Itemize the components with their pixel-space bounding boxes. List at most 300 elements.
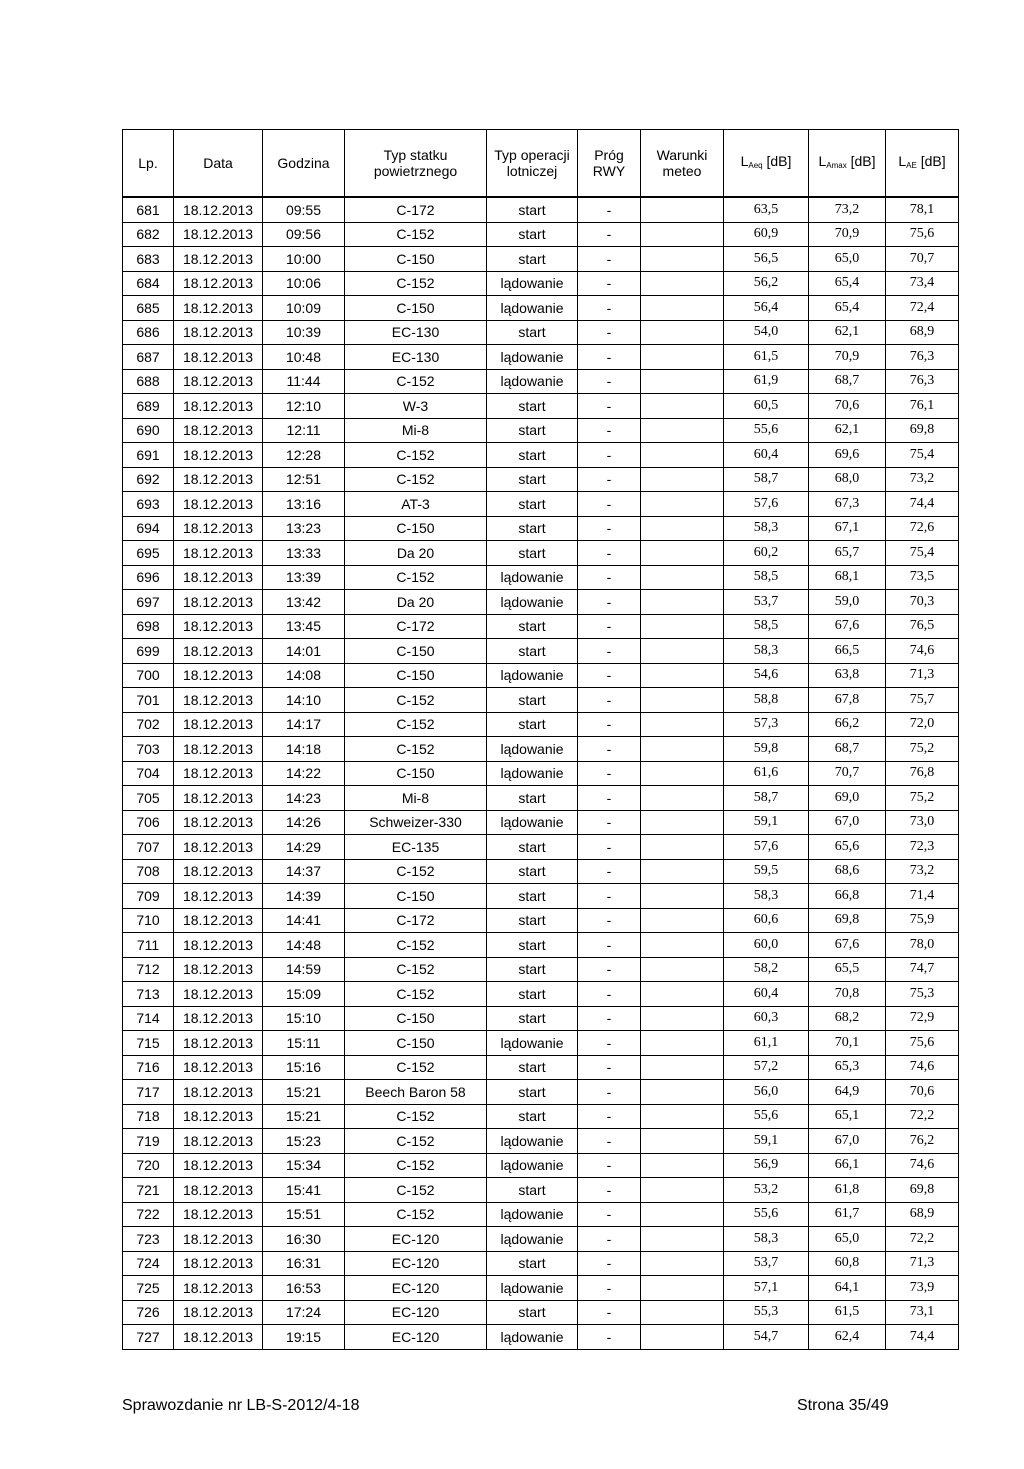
cell-warunki-meteo xyxy=(641,614,724,639)
cell-typ-operacji: start xyxy=(487,418,578,443)
cell-lp: 683 xyxy=(123,247,174,272)
cell-prog-rwy: - xyxy=(578,859,641,884)
cell-lae: 75,6 xyxy=(886,1031,959,1056)
cell-data: 18.12.2013 xyxy=(174,1227,263,1252)
cell-godzina: 15:21 xyxy=(263,1080,345,1105)
cell-prog-rwy: - xyxy=(578,810,641,835)
cell-laeq: 57,1 xyxy=(724,1276,809,1301)
noise-measurement-table xyxy=(122,129,959,1350)
cell-lamax: 67,0 xyxy=(809,1129,886,1154)
cell-prog-rwy: - xyxy=(578,1104,641,1129)
cell-typ-operacji: lądowanie xyxy=(487,1031,578,1056)
cell-warunki-meteo xyxy=(641,492,724,517)
cell-lp: 697 xyxy=(123,590,174,615)
cell-warunki-meteo xyxy=(641,565,724,590)
cell-data: 18.12.2013 xyxy=(174,541,263,566)
cell-typ-statku: Schweizer-330 xyxy=(345,810,487,835)
cell-lamax: 65,5 xyxy=(809,957,886,982)
cell-lamax: 65,1 xyxy=(809,1104,886,1129)
cell-lae: 73,4 xyxy=(886,271,959,296)
cell-lae: 73,5 xyxy=(886,565,959,590)
cell-prog-rwy: - xyxy=(578,296,641,321)
table-row xyxy=(123,1129,959,1154)
cell-data: 18.12.2013 xyxy=(174,908,263,933)
cell-typ-statku: Da 20 xyxy=(345,541,487,566)
cell-laeq: 57,2 xyxy=(724,1055,809,1080)
header-typ-operacji: Typ operacji lotniczej xyxy=(487,130,578,198)
cell-lae: 71,3 xyxy=(886,663,959,688)
cell-lae: 73,2 xyxy=(886,467,959,492)
table-row xyxy=(123,345,959,370)
cell-data: 18.12.2013 xyxy=(174,418,263,443)
cell-lp: 701 xyxy=(123,688,174,713)
table-row xyxy=(123,884,959,909)
table-row xyxy=(123,712,959,737)
cell-lp: 713 xyxy=(123,982,174,1007)
cell-laeq: 59,1 xyxy=(724,1129,809,1154)
cell-warunki-meteo xyxy=(641,786,724,811)
cell-typ-operacji: start xyxy=(487,1006,578,1031)
cell-typ-statku: C-172 xyxy=(345,197,487,222)
cell-data: 18.12.2013 xyxy=(174,786,263,811)
cell-warunki-meteo xyxy=(641,982,724,1007)
cell-lamax: 65,4 xyxy=(809,296,886,321)
cell-prog-rwy: - xyxy=(578,982,641,1007)
cell-laeq: 58,3 xyxy=(724,639,809,664)
cell-laeq: 56,0 xyxy=(724,1080,809,1105)
cell-typ-operacji: lądowanie xyxy=(487,1276,578,1301)
cell-lae: 72,2 xyxy=(886,1227,959,1252)
table-row xyxy=(123,1325,959,1350)
cell-lp: 710 xyxy=(123,908,174,933)
cell-typ-statku: C-150 xyxy=(345,761,487,786)
cell-godzina: 09:56 xyxy=(263,222,345,247)
cell-prog-rwy: - xyxy=(578,1006,641,1031)
cell-lamax: 65,3 xyxy=(809,1055,886,1080)
cell-lae: 73,0 xyxy=(886,810,959,835)
cell-godzina: 12:11 xyxy=(263,418,345,443)
cell-laeq: 60,5 xyxy=(724,394,809,419)
cell-typ-operacji: start xyxy=(487,1251,578,1276)
cell-typ-statku: C-152 xyxy=(345,933,487,958)
cell-typ-statku: EC-130 xyxy=(345,320,487,345)
table-row xyxy=(123,222,959,247)
cell-prog-rwy: - xyxy=(578,835,641,860)
cell-prog-rwy: - xyxy=(578,271,641,296)
cell-lae: 69,8 xyxy=(886,1178,959,1203)
header-laeq-sub: Aeq xyxy=(748,160,763,170)
cell-lae: 69,8 xyxy=(886,418,959,443)
cell-godzina: 12:28 xyxy=(263,443,345,468)
cell-godzina: 10:39 xyxy=(263,320,345,345)
cell-data: 18.12.2013 xyxy=(174,663,263,688)
cell-lamax: 61,8 xyxy=(809,1178,886,1203)
cell-prog-rwy: - xyxy=(578,394,641,419)
cell-lae: 72,0 xyxy=(886,712,959,737)
cell-data: 18.12.2013 xyxy=(174,1006,263,1031)
cell-laeq: 56,9 xyxy=(724,1153,809,1178)
cell-lamax: 67,0 xyxy=(809,810,886,835)
cell-godzina: 15:11 xyxy=(263,1031,345,1056)
cell-laeq: 63,5 xyxy=(724,197,809,222)
cell-typ-operacji: start xyxy=(487,957,578,982)
cell-typ-operacji: lądowanie xyxy=(487,271,578,296)
cell-lamax: 68,6 xyxy=(809,859,886,884)
cell-typ-statku: C-150 xyxy=(345,639,487,664)
cell-lae: 74,4 xyxy=(886,492,959,517)
cell-lp: 718 xyxy=(123,1104,174,1129)
cell-laeq: 58,3 xyxy=(724,884,809,909)
cell-typ-statku: C-152 xyxy=(345,222,487,247)
cell-typ-operacji: lądowanie xyxy=(487,565,578,590)
cell-typ-statku: C-150 xyxy=(345,516,487,541)
cell-lamax: 68,1 xyxy=(809,565,886,590)
table-row xyxy=(123,982,959,1007)
table-row xyxy=(123,810,959,835)
cell-laeq: 56,5 xyxy=(724,247,809,272)
cell-lp: 725 xyxy=(123,1276,174,1301)
cell-data: 18.12.2013 xyxy=(174,467,263,492)
cell-prog-rwy: - xyxy=(578,1031,641,1056)
cell-warunki-meteo xyxy=(641,541,724,566)
header-lae xyxy=(886,130,959,198)
cell-warunki-meteo xyxy=(641,1104,724,1129)
cell-data: 18.12.2013 xyxy=(174,516,263,541)
table-row xyxy=(123,737,959,762)
table-row xyxy=(123,1276,959,1301)
cell-typ-operacji: start xyxy=(487,492,578,517)
cell-godzina: 14:10 xyxy=(263,688,345,713)
cell-prog-rwy: - xyxy=(578,1153,641,1178)
cell-lp: 689 xyxy=(123,394,174,419)
cell-typ-operacji: lądowanie xyxy=(487,1129,578,1154)
cell-typ-operacji: start xyxy=(487,639,578,664)
table-row xyxy=(123,933,959,958)
cell-typ-statku: C-150 xyxy=(345,1031,487,1056)
cell-typ-operacji: start xyxy=(487,933,578,958)
cell-lp: 709 xyxy=(123,884,174,909)
cell-lp: 722 xyxy=(123,1202,174,1227)
cell-prog-rwy: - xyxy=(578,1178,641,1203)
cell-data: 18.12.2013 xyxy=(174,835,263,860)
cell-typ-statku: Mi-8 xyxy=(345,786,487,811)
cell-godzina: 14:17 xyxy=(263,712,345,737)
table-row xyxy=(123,394,959,419)
cell-laeq: 59,8 xyxy=(724,737,809,762)
cell-data: 18.12.2013 xyxy=(174,761,263,786)
cell-laeq: 57,6 xyxy=(724,492,809,517)
cell-lae: 75,6 xyxy=(886,222,959,247)
cell-lp: 708 xyxy=(123,859,174,884)
cell-lamax: 66,8 xyxy=(809,884,886,909)
cell-godzina: 14:37 xyxy=(263,859,345,884)
cell-lae: 78,1 xyxy=(886,197,959,222)
table-row xyxy=(123,443,959,468)
cell-typ-operacji: lądowanie xyxy=(487,761,578,786)
cell-warunki-meteo xyxy=(641,197,724,222)
cell-data: 18.12.2013 xyxy=(174,590,263,615)
cell-typ-operacji: start xyxy=(487,222,578,247)
table-row xyxy=(123,296,959,321)
cell-lp: 712 xyxy=(123,957,174,982)
cell-warunki-meteo xyxy=(641,1153,724,1178)
cell-typ-operacji: lądowanie xyxy=(487,369,578,394)
cell-typ-operacji: start xyxy=(487,908,578,933)
cell-warunki-meteo xyxy=(641,1300,724,1325)
cell-laeq: 59,1 xyxy=(724,810,809,835)
cell-godzina: 15:41 xyxy=(263,1178,345,1203)
cell-lamax: 68,7 xyxy=(809,737,886,762)
table-row xyxy=(123,1080,959,1105)
cell-warunki-meteo xyxy=(641,1080,724,1105)
cell-laeq: 54,6 xyxy=(724,663,809,688)
cell-lamax: 64,1 xyxy=(809,1276,886,1301)
table-row xyxy=(123,663,959,688)
cell-warunki-meteo xyxy=(641,247,724,272)
cell-prog-rwy: - xyxy=(578,1300,641,1325)
cell-laeq: 60,6 xyxy=(724,908,809,933)
cell-typ-statku: C-172 xyxy=(345,908,487,933)
cell-laeq: 60,4 xyxy=(724,443,809,468)
cell-prog-rwy: - xyxy=(578,1227,641,1252)
cell-typ-statku: EC-120 xyxy=(345,1300,487,1325)
cell-data: 18.12.2013 xyxy=(174,859,263,884)
cell-godzina: 15:09 xyxy=(263,982,345,1007)
header-lae-sub: AE xyxy=(906,160,917,170)
table-row xyxy=(123,467,959,492)
cell-lp: 684 xyxy=(123,271,174,296)
cell-lamax: 68,2 xyxy=(809,1006,886,1031)
cell-laeq: 57,3 xyxy=(724,712,809,737)
header-laeq-unit: [dB] xyxy=(766,152,792,169)
cell-laeq: 58,2 xyxy=(724,957,809,982)
cell-laeq: 61,1 xyxy=(724,1031,809,1056)
cell-lae: 70,3 xyxy=(886,590,959,615)
cell-typ-operacji: lądowanie xyxy=(487,296,578,321)
cell-prog-rwy: - xyxy=(578,222,641,247)
cell-lp: 717 xyxy=(123,1080,174,1105)
cell-typ-statku: C-152 xyxy=(345,467,487,492)
cell-prog-rwy: - xyxy=(578,345,641,370)
cell-laeq: 60,0 xyxy=(724,933,809,958)
table-row xyxy=(123,786,959,811)
cell-lae: 74,7 xyxy=(886,957,959,982)
cell-typ-operacji: start xyxy=(487,884,578,909)
cell-typ-statku: C-152 xyxy=(345,1178,487,1203)
cell-laeq: 60,3 xyxy=(724,1006,809,1031)
cell-godzina: 13:45 xyxy=(263,614,345,639)
cell-godzina: 14:08 xyxy=(263,663,345,688)
cell-lae: 76,3 xyxy=(886,345,959,370)
cell-lamax: 66,5 xyxy=(809,639,886,664)
cell-prog-rwy: - xyxy=(578,197,641,222)
cell-prog-rwy: - xyxy=(578,590,641,615)
cell-lamax: 65,6 xyxy=(809,835,886,860)
cell-godzina: 14:48 xyxy=(263,933,345,958)
cell-lae: 78,0 xyxy=(886,933,959,958)
cell-lae: 76,1 xyxy=(886,394,959,419)
cell-typ-operacji: start xyxy=(487,1055,578,1080)
table-row xyxy=(123,541,959,566)
cell-godzina: 16:30 xyxy=(263,1227,345,1252)
cell-data: 18.12.2013 xyxy=(174,247,263,272)
cell-typ-statku: AT-3 xyxy=(345,492,487,517)
cell-typ-statku: Beech Baron 58 xyxy=(345,1080,487,1105)
cell-godzina: 15:23 xyxy=(263,1129,345,1154)
cell-warunki-meteo xyxy=(641,884,724,909)
cell-warunki-meteo xyxy=(641,761,724,786)
page-number: Strona 35/49 xyxy=(797,1397,889,1414)
cell-prog-rwy: - xyxy=(578,933,641,958)
cell-prog-rwy: - xyxy=(578,1080,641,1105)
cell-warunki-meteo xyxy=(641,1227,724,1252)
cell-godzina: 13:39 xyxy=(263,565,345,590)
cell-prog-rwy: - xyxy=(578,467,641,492)
cell-godzina: 15:16 xyxy=(263,1055,345,1080)
cell-godzina: 15:10 xyxy=(263,1006,345,1031)
cell-lp: 698 xyxy=(123,614,174,639)
cell-warunki-meteo xyxy=(641,296,724,321)
table-row xyxy=(123,1031,959,1056)
cell-warunki-meteo xyxy=(641,1178,724,1203)
cell-data: 18.12.2013 xyxy=(174,345,263,370)
cell-lae: 75,2 xyxy=(886,786,959,811)
cell-lamax: 67,6 xyxy=(809,614,886,639)
table-row xyxy=(123,1202,959,1227)
cell-laeq: 58,3 xyxy=(724,1227,809,1252)
cell-lp: 700 xyxy=(123,663,174,688)
cell-warunki-meteo xyxy=(641,908,724,933)
cell-lp: 693 xyxy=(123,492,174,517)
cell-typ-operacji: start xyxy=(487,247,578,272)
cell-typ-operacji: lądowanie xyxy=(487,1325,578,1350)
cell-lp: 715 xyxy=(123,1031,174,1056)
table-row xyxy=(123,247,959,272)
cell-lae: 75,3 xyxy=(886,982,959,1007)
cell-godzina: 09:55 xyxy=(263,197,345,222)
cell-lae: 76,3 xyxy=(886,369,959,394)
header-warunki-meteo: Warunki meteo xyxy=(641,130,724,198)
cell-typ-statku: C-150 xyxy=(345,1006,487,1031)
cell-warunki-meteo xyxy=(641,1129,724,1154)
cell-laeq: 55,6 xyxy=(724,1202,809,1227)
cell-lamax: 66,2 xyxy=(809,712,886,737)
cell-lae: 74,6 xyxy=(886,639,959,664)
cell-data: 18.12.2013 xyxy=(174,1031,263,1056)
cell-lae: 73,1 xyxy=(886,1300,959,1325)
cell-lae: 75,4 xyxy=(886,541,959,566)
cell-warunki-meteo xyxy=(641,737,724,762)
table-row xyxy=(123,565,959,590)
cell-warunki-meteo xyxy=(641,1251,724,1276)
table-row xyxy=(123,516,959,541)
cell-typ-statku: EC-120 xyxy=(345,1251,487,1276)
table-row xyxy=(123,197,959,222)
header-godzina: Godzina xyxy=(263,130,345,198)
cell-laeq: 60,4 xyxy=(724,982,809,1007)
cell-lp: 720 xyxy=(123,1153,174,1178)
cell-typ-statku: C-152 xyxy=(345,443,487,468)
cell-lamax: 67,3 xyxy=(809,492,886,517)
cell-laeq: 54,7 xyxy=(724,1325,809,1350)
cell-typ-operacji: start xyxy=(487,1178,578,1203)
cell-prog-rwy: - xyxy=(578,639,641,664)
cell-lamax: 62,4 xyxy=(809,1325,886,1350)
cell-typ-operacji: start xyxy=(487,982,578,1007)
table-row xyxy=(123,957,959,982)
cell-data: 18.12.2013 xyxy=(174,982,263,1007)
cell-prog-rwy: - xyxy=(578,320,641,345)
cell-warunki-meteo xyxy=(641,859,724,884)
cell-lp: 694 xyxy=(123,516,174,541)
header-lae-unit: [dB] xyxy=(920,152,946,169)
cell-prog-rwy: - xyxy=(578,492,641,517)
cell-data: 18.12.2013 xyxy=(174,1178,263,1203)
header-lamax-main: L xyxy=(818,152,827,169)
cell-prog-rwy: - xyxy=(578,957,641,982)
cell-prog-rwy: - xyxy=(578,1129,641,1154)
cell-typ-operacji: start xyxy=(487,394,578,419)
cell-lp: 690 xyxy=(123,418,174,443)
cell-data: 18.12.2013 xyxy=(174,320,263,345)
table-row xyxy=(123,761,959,786)
cell-data: 18.12.2013 xyxy=(174,443,263,468)
cell-typ-statku: EC-135 xyxy=(345,835,487,860)
header-laeq-main: L xyxy=(740,152,749,169)
cell-data: 18.12.2013 xyxy=(174,688,263,713)
cell-lamax: 62,1 xyxy=(809,418,886,443)
cell-godzina: 14:22 xyxy=(263,761,345,786)
cell-warunki-meteo xyxy=(641,639,724,664)
cell-warunki-meteo xyxy=(641,271,724,296)
cell-lae: 73,2 xyxy=(886,859,959,884)
cell-godzina: 10:48 xyxy=(263,345,345,370)
cell-typ-operacji: lądowanie xyxy=(487,1153,578,1178)
cell-prog-rwy: - xyxy=(578,541,641,566)
cell-typ-operacji: lądowanie xyxy=(487,810,578,835)
header-prog-rwy: Próg RWY xyxy=(578,130,641,198)
cell-prog-rwy: - xyxy=(578,443,641,468)
cell-laeq: 57,6 xyxy=(724,835,809,860)
cell-typ-operacji: lądowanie xyxy=(487,663,578,688)
cell-lp: 704 xyxy=(123,761,174,786)
table-body xyxy=(123,197,959,1349)
cell-lae: 73,9 xyxy=(886,1276,959,1301)
cell-godzina: 12:51 xyxy=(263,467,345,492)
cell-data: 18.12.2013 xyxy=(174,492,263,517)
cell-typ-operacji: start xyxy=(487,614,578,639)
cell-typ-statku: C-152 xyxy=(345,271,487,296)
cell-warunki-meteo xyxy=(641,835,724,860)
cell-warunki-meteo xyxy=(641,394,724,419)
header-lamax xyxy=(809,130,886,198)
table-row xyxy=(123,1055,959,1080)
header-lae-main: L xyxy=(898,152,907,169)
cell-lamax: 65,4 xyxy=(809,271,886,296)
header-typ-statku: Typ statku powietrznego xyxy=(345,130,487,198)
cell-typ-statku: C-152 xyxy=(345,737,487,762)
cell-lamax: 65,0 xyxy=(809,247,886,272)
cell-typ-operacji: start xyxy=(487,443,578,468)
cell-prog-rwy: - xyxy=(578,247,641,272)
cell-lae: 71,3 xyxy=(886,1251,959,1276)
cell-lp: 695 xyxy=(123,541,174,566)
cell-lamax: 63,8 xyxy=(809,663,886,688)
cell-typ-statku: C-150 xyxy=(345,296,487,321)
cell-godzina: 13:23 xyxy=(263,516,345,541)
cell-data: 18.12.2013 xyxy=(174,737,263,762)
cell-data: 18.12.2013 xyxy=(174,1153,263,1178)
